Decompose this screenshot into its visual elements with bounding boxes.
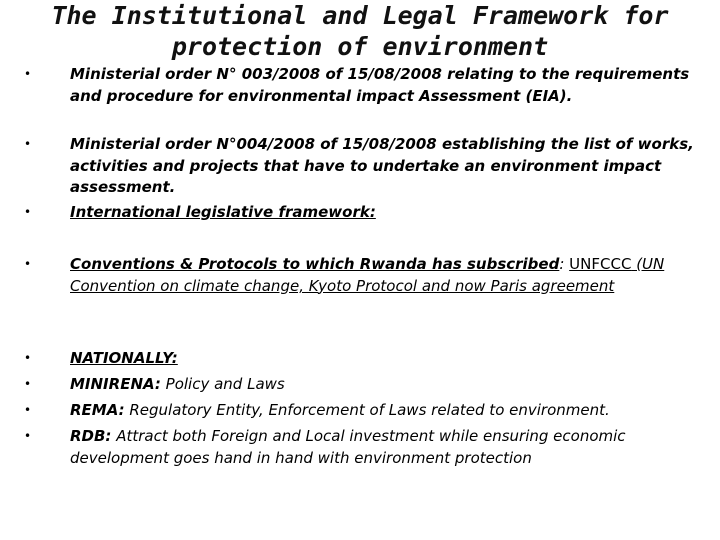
conventions-details: (UN Convention on climate change, Kyoto Protocol and now Paris agreement bbox=[70, 255, 665, 295]
bullet-icon: • bbox=[24, 257, 32, 271]
bullet-icon: • bbox=[24, 429, 32, 443]
conventions-text bbox=[70, 254, 714, 297]
bullet-item-international bbox=[24, 202, 714, 224]
title-line-1: The Institutional and Legal Framework for bbox=[51, 1, 669, 30]
rdb-text bbox=[70, 426, 714, 469]
minirena-label: MINIRENA: bbox=[70, 375, 161, 393]
title-line-2: protection of environment bbox=[171, 32, 549, 61]
bullet-icon: • bbox=[24, 67, 32, 81]
bullet-icon: • bbox=[24, 137, 32, 151]
international-framework-heading: International legislative framework: bbox=[70, 203, 376, 221]
ministerial-order-004-text: Ministerial order N°004/2008 of 15/08/2008 establishing the list of works, activities and projects that have to undertake an environment impact assessment. bbox=[70, 135, 694, 196]
ministerial-order-003-text: Ministerial order N° 003/2008 of 15/08/2008 relating to the requirements and procedure for environmental impact Assessment (EIA). bbox=[70, 65, 690, 105]
bullet-icon: • bbox=[24, 403, 32, 417]
minirena-description: Policy and Laws bbox=[160, 375, 285, 393]
conventions-colon: : bbox=[559, 255, 570, 273]
bullet-item-nationally bbox=[24, 348, 714, 370]
rema-label: REMA: bbox=[70, 401, 125, 419]
bullet-item-ministerial-004 bbox=[24, 134, 714, 199]
bullet-icon: • bbox=[24, 205, 32, 219]
bullet-item-rema bbox=[24, 400, 714, 422]
nationally-heading: NATIONALLY: bbox=[70, 349, 178, 367]
rema-text bbox=[70, 400, 714, 422]
bullet-item-conventions bbox=[24, 254, 714, 297]
slide-title bbox=[20, 0, 700, 62]
rdb-description: Attract both Foreign and Local investment while ensuring economic development goes hand in hand with environment protection bbox=[70, 427, 626, 467]
rema-description: Regulatory Entity, Enforcement of Laws related to environment. bbox=[124, 401, 610, 419]
rdb-label: RDB: bbox=[70, 427, 112, 445]
bullet-icon: • bbox=[24, 351, 32, 365]
conventions-label: Conventions & Protocols to which Rwanda has subscribed bbox=[70, 255, 560, 273]
bullet-item-rdb bbox=[24, 426, 714, 469]
minirena-text bbox=[70, 374, 714, 396]
conventions-unfccc: UNFCCC bbox=[569, 255, 632, 273]
bullet-icon: • bbox=[24, 377, 32, 391]
bullet-item-ministerial-003 bbox=[24, 64, 714, 107]
bullet-item-minirena bbox=[24, 374, 714, 396]
